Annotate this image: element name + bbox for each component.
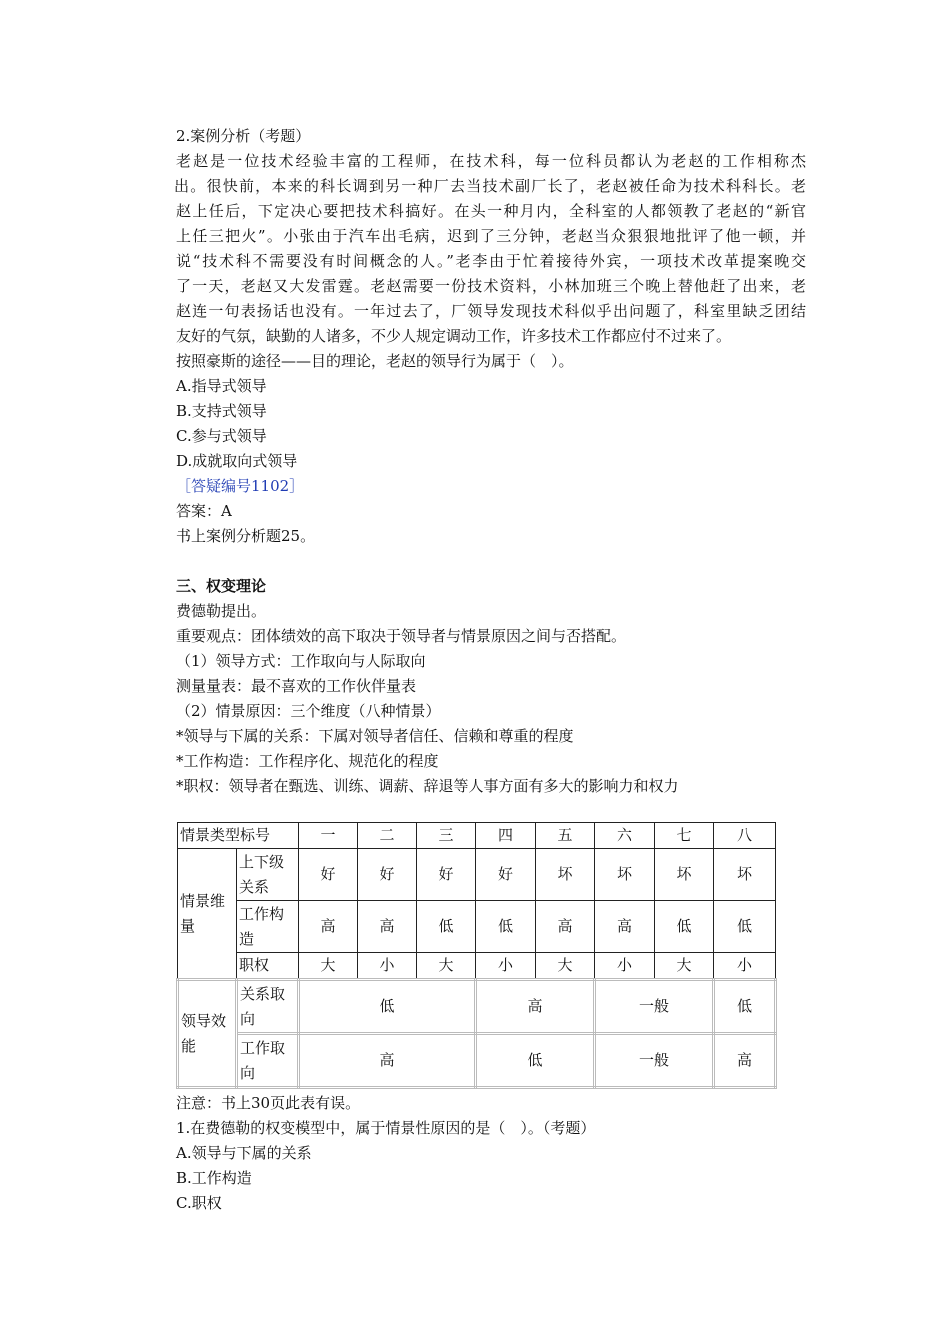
table-cell: 高	[476, 980, 595, 1034]
case-note: 书上案例分析题25。	[176, 527, 316, 545]
paragraph-line: 赵连一句表扬话也没有。一年过去了，厂领导发现技术科似乎出问题了，科室里缺乏团结	[176, 302, 806, 320]
table-cell: 大	[417, 953, 476, 980]
column-header: 六	[595, 823, 655, 849]
column-header: 五	[536, 823, 595, 849]
paragraph-line: 赵上任后，下定决心要把技术科搞好。在头一种月内，全科室的人都领教了老赵的“新官	[176, 202, 806, 220]
row-label: 工作取向	[237, 1034, 299, 1088]
case-title: 2.案例分析（考题）	[176, 127, 311, 145]
case-paragraph	[176, 149, 806, 349]
table-cell: 低	[476, 1034, 595, 1088]
table-cell: 高	[299, 901, 358, 953]
column-header: 四	[476, 823, 536, 849]
case-question: 按照豪斯的途径——目的理论，老赵的领导行为属于（ ）。	[176, 352, 574, 370]
paragraph-line: 了一天，老赵又大发雷霆。老赵需要一份技术资料，小林加班三个晚上替他赶了出来，老	[176, 277, 806, 295]
option-c: C.职权	[176, 1194, 222, 1212]
table-cell: 好	[417, 849, 476, 901]
paragraph-line: 说“技术科不需要没有时间概念的人。”老李由于忙着接待外宾，一项技术改革提案晚交	[176, 252, 806, 270]
table-cell: 坏	[595, 849, 655, 901]
table-cell: 高	[714, 1034, 776, 1088]
table-cell: 一般	[595, 980, 714, 1034]
table-cell: 好	[299, 849, 358, 901]
table-cell: 低	[417, 901, 476, 953]
table-cell: 好	[358, 849, 417, 901]
table-cell: 大	[536, 953, 595, 980]
paragraph-line: 出。很快前，本来的科长调到另一种厂去当技术副厂长了，老赵被任命为技术科科长。老	[174, 177, 806, 195]
table-cell: 高	[299, 1034, 476, 1088]
option-a: A.领导与下属的关系	[176, 1144, 312, 1162]
table-cell: 低	[714, 980, 776, 1034]
table-cell: 坏	[536, 849, 595, 901]
column-header: 八	[714, 823, 776, 849]
table-cell: 坏	[655, 849, 714, 901]
question-1: 1.在费德勒的权变模型中，属于情景性原因的是（ ）。（考题）	[176, 1119, 596, 1137]
group-label-dimensions: 情景维量	[178, 849, 237, 980]
option-b: B.支持式领导	[176, 402, 267, 420]
option-d: D.成就取向式领导	[176, 452, 298, 470]
table-cell: 小	[476, 953, 536, 980]
section-line: *工作构造：工作程序化、规范化的程度	[176, 752, 439, 770]
table-cell: 低	[476, 901, 536, 953]
table-cell: 坏	[714, 849, 776, 901]
after-table-section	[176, 1091, 806, 1216]
option-b: B.工作构造	[176, 1169, 252, 1187]
table-cell: 低	[299, 980, 476, 1034]
column-header: 二	[358, 823, 417, 849]
case-section	[176, 124, 806, 799]
section-heading: 三、权变理论	[176, 577, 267, 595]
section-line: （2）情景原因：三个维度（八种情景）	[176, 702, 441, 720]
column-header: 一	[299, 823, 358, 849]
table-cell: 小	[595, 953, 655, 980]
table-cell: 高	[536, 901, 595, 953]
section-line: *领导与下属的关系：下属对领导者信任、信赖和尊重的程度	[176, 727, 574, 745]
table-cell: 大	[655, 953, 714, 980]
section-line: *职权：领导者在甄选、训练、调薪、辞退等人事方面有多大的影响力和权力	[176, 777, 679, 795]
paragraph-line: 老赵是一位技术经验丰富的工程师，在技术科，每一位科员都认为老赵的工作相称杰	[176, 152, 806, 170]
table-cell: 大	[299, 953, 358, 980]
section-line: （1）领导方式：工作取向与人际取向	[176, 652, 426, 670]
row-label: 职权	[237, 953, 299, 980]
situation-table	[176, 822, 777, 1089]
table-cell: 低	[655, 901, 714, 953]
table-cell: 高	[595, 901, 655, 953]
section-line: 费德勒提出。	[176, 602, 267, 620]
table-note: 注意：书上30页此表有误。	[176, 1094, 361, 1112]
table-cell: 低	[714, 901, 776, 953]
option-c: C.参与式领导	[176, 427, 267, 445]
paragraph-line: 友好的气氛，缺勤的人诸多，不少人规定调动工作，许多技术工作都应付不过来了。	[176, 327, 732, 345]
column-header: 七	[655, 823, 714, 849]
table-cell: 小	[714, 953, 776, 980]
paragraph-line: 上任三把火”。小张由于汽车出毛病，迟到了三分钟，老赵当众狠狠地批评了他一顿，并	[176, 227, 806, 245]
group-label-effectiveness: 领导效能	[178, 980, 237, 1088]
section-line: 测量量表：最不喜欢的工作伙伴量表	[176, 677, 417, 695]
column-header: 三	[417, 823, 476, 849]
table-cell: 小	[358, 953, 417, 980]
qa-number-link[interactable]: ［答疑编号1102］	[176, 477, 305, 495]
table-cell: 高	[358, 901, 417, 953]
row-label: 工作构造	[237, 901, 299, 953]
header-label: 情景类型标号	[178, 823, 299, 849]
row-label: 关系取向	[237, 980, 299, 1034]
row-label: 上下级关系	[237, 849, 299, 901]
case-answer: 答案：A	[176, 502, 232, 520]
section-line: 重要观点：团体绩效的高下取决于领导者与情景原因之间与否搭配。	[176, 627, 627, 645]
table-cell: 一般	[595, 1034, 714, 1088]
option-a: A.指导式领导	[176, 377, 267, 395]
table-cell: 好	[476, 849, 536, 901]
